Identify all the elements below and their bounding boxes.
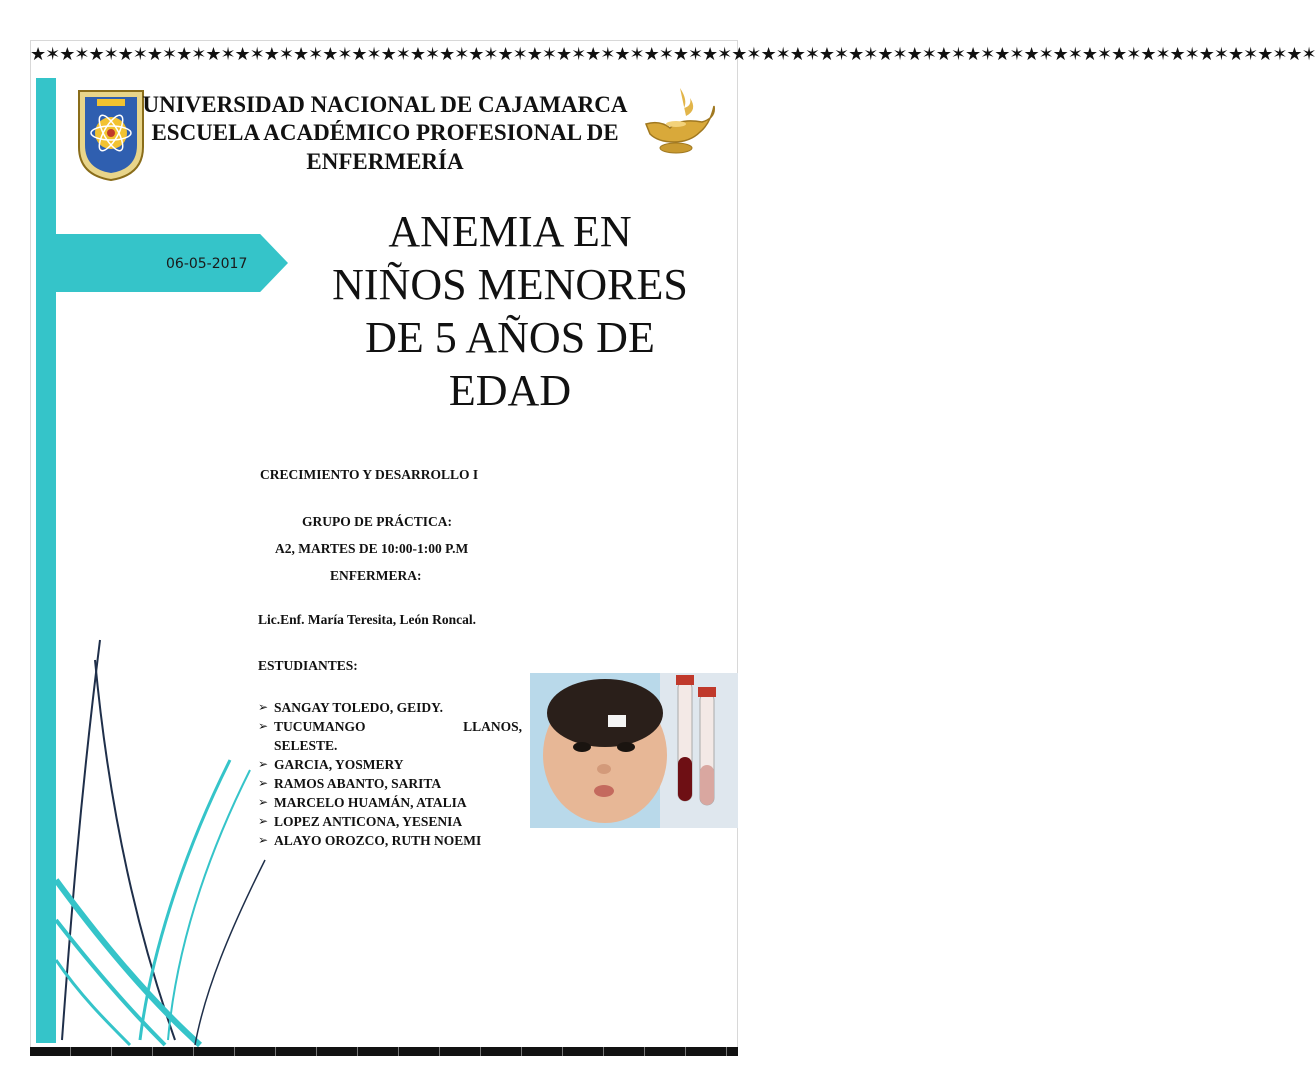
title-line4: EDAD <box>448 366 572 415</box>
group-value: A2, MARTES DE 10:00-1:00 P.M <box>275 541 469 556</box>
arrow-bullet-icon: ➢ <box>258 757 269 771</box>
list-item: ➢ LOPEZ ANTICONA, YESENIA <box>258 814 463 829</box>
arrow-bullet-icon: ➢ <box>258 700 269 714</box>
arrow-bullet-icon: ➢ <box>258 776 269 790</box>
arrow-bullet-icon: ➢ <box>258 795 269 809</box>
list-item: ➢ TUCUMANGO LLANOS, SELESTE. <box>258 719 522 753</box>
list-item: ➢ RAMOS ABANTO, SARITA <box>258 776 442 791</box>
students-label: ESTUDIANTES: <box>258 658 358 673</box>
school-name-line1: ESCUELA ACADÉMICO PROFESIONAL DE <box>151 120 619 145</box>
nursing-lamp-icon <box>640 84 718 162</box>
school-name-line2: ENFERMERÍA <box>306 149 464 174</box>
title-line2: NIÑOS MENORES <box>332 260 688 309</box>
bottom-border-ticks <box>30 1047 738 1056</box>
title-line3: DE 5 AÑOS DE <box>365 313 655 362</box>
baby-photo <box>530 673 738 828</box>
list-item: ➢ MARCELO HUAMÁN, ATALIA <box>258 795 467 810</box>
title-line1: ANEMIA EN <box>388 207 632 256</box>
arrow-bullet-icon: ➢ <box>258 833 269 847</box>
student-list <box>258 698 522 850</box>
nurse-label: ENFERMERA: <box>330 568 422 583</box>
arrow-bullet-icon: ➢ <box>258 719 269 733</box>
arrow-bullet-icon: ➢ <box>258 814 269 828</box>
list-item: ➢ ALAYO OROZCO, RUTH NOEMI <box>258 833 482 848</box>
document-date: 06-05-2017 <box>166 256 248 272</box>
group-label: GRUPO DE PRÁCTICA: <box>302 514 452 529</box>
list-item: ➢ GARCIA, YOSMERY <box>258 757 404 772</box>
nurse-name: Lic.Enf. María Teresita, León Roncal. <box>258 612 476 627</box>
university-name: UNIVERSIDAD NACIONAL DE CAJAMARCA <box>142 92 628 117</box>
list-item: ➢ SANGAY TOLEDO, GEIDY. <box>258 700 444 715</box>
course-name: CRECIMIENTO Y DESARROLLO I <box>260 467 479 482</box>
star-border: ★✶★✶★✶★✶★✶★✶★✶★✶★✶★✶★✶★✶★✶★✶★✶★✶★✶★✶★✶★✶★✶★✶★✶★✶★✶★✶★✶★✶★✶★✶★✶★✶★✶★✶★✶★✶★✶★✶★✶★✶★✶★✶★✶★✶ <box>30 44 1316 65</box>
